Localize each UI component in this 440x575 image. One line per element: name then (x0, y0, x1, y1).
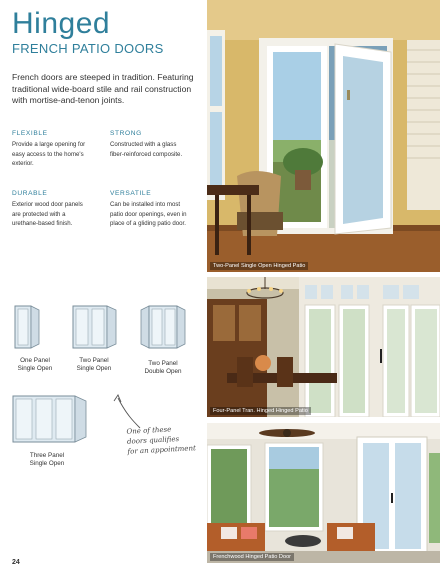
photo-two-panel-single-open (207, 0, 440, 272)
feature-heading: STRONG (110, 130, 142, 137)
diagram-label: Two Panel Double Open (144, 360, 182, 375)
handwritten-note: One of these doors qualifies for an appointment (126, 425, 196, 456)
page-number: 24 (12, 559, 20, 566)
two-panel-single-open-icon (72, 305, 118, 354)
feature-durable (12, 190, 102, 229)
one-panel-single-open-icon (14, 305, 40, 354)
page-subtitle: FRENCH PATIO DOORS (12, 41, 164, 56)
photo-caption: Two-Panel Single Open Hinged Patio (210, 262, 308, 270)
feature-heading: FLEXIBLE (12, 130, 48, 137)
feature-body: Constructed with a glass fiber-reinforced composite. (110, 141, 183, 158)
photo-frenchwood-hinged (207, 423, 440, 563)
page-title: Hinged (12, 7, 111, 40)
two-panel-double-open-icon (140, 305, 186, 354)
diagram-label: Two Panel Single Open (76, 357, 112, 372)
feature-body: Can be installed into most patio door openings, even in place of a gliding patio door. (110, 201, 187, 228)
diagram-label: Three Panel Single Open (29, 452, 65, 467)
feature-body: Exterior wood door panels are protected with a urethane-based finish. (12, 201, 83, 228)
intro-paragraph: French doors are steeped in tradition. Featuring traditional wide-board stile and rail construction with mortise-and-tenon joints. (12, 72, 194, 105)
photo-four-panel-hinged (207, 277, 440, 417)
diagram-label: One Panel Single Open (17, 357, 53, 372)
feature-flexible (12, 130, 102, 169)
feature-heading: VERSATILE (110, 190, 152, 197)
photo-caption: Four-Panel Tran. Hinged Hinged Patio (210, 407, 311, 415)
feature-strong (110, 130, 200, 159)
feature-heading: DURABLE (12, 190, 48, 197)
feature-versatile (110, 190, 200, 229)
photo-caption: Frenchwood Hinged Patio Door (210, 553, 294, 561)
three-panel-single-open-icon (12, 395, 88, 448)
feature-body: Provide a large opening for easy access to the home's exterior. (12, 141, 86, 168)
